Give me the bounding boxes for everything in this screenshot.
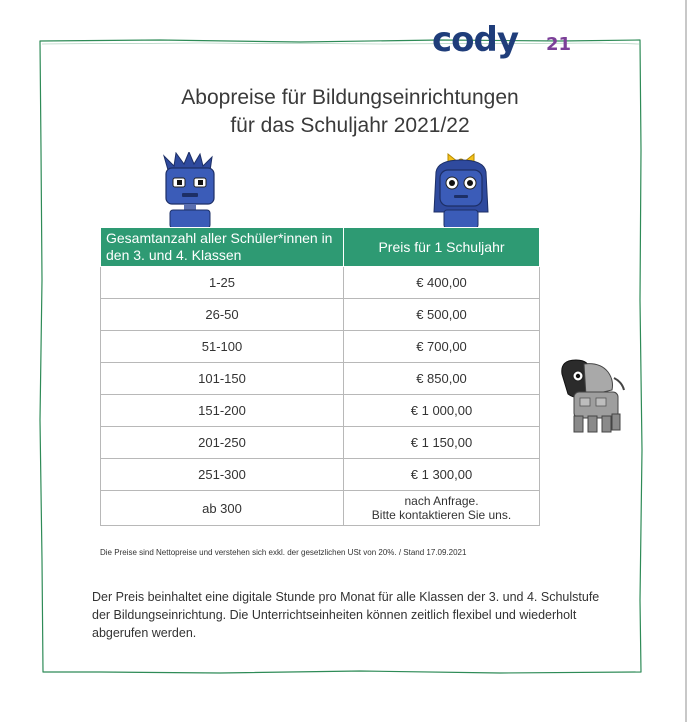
student-range: 26-50 [101, 299, 344, 331]
price-value: € 1 150,00 [344, 427, 540, 459]
price-value: € 700,00 [344, 331, 540, 363]
price-value: € 500,00 [344, 299, 540, 331]
header-price: Preis für 1 Schuljahr [344, 228, 540, 267]
cody21-logo [432, 20, 572, 60]
price-value: € 1 000,00 [344, 395, 540, 427]
description-paragraph: Der Preis beinhaltet eine digitale Stunde pro Monat für alle Klassen der 3. und 4. Schulstufe der Bildungseinrichtung. Die Unterrichtseinheiten können zeitlich flexibel und wiederholt abgerufen werden. [92, 590, 600, 640]
tax-footnote: Die Preise sind Nettopreise und verstehen sich exkl. der gesetzlichen USt von 20%. / Stand 17.09.2021 [100, 548, 467, 557]
price-on-request [344, 491, 540, 526]
table-row [101, 267, 540, 299]
price-value: € 400,00 [344, 267, 540, 299]
table-header-row [101, 228, 540, 267]
table-row [101, 331, 540, 363]
price-note-line-1: nach Anfrage. [404, 494, 479, 508]
student-range: 201-250 [101, 427, 344, 459]
table-row [101, 427, 540, 459]
student-range: 1-25 [101, 267, 344, 299]
student-range: 251-300 [101, 459, 344, 491]
title-line-2: für das Schuljahr 2021/22 [230, 114, 470, 137]
student-range: 101-150 [101, 363, 344, 395]
page-title [40, 84, 660, 140]
table-row-last [101, 491, 540, 526]
title-line-1: Abopreise für Bildungseinrichtungen [181, 86, 519, 109]
table-row [101, 363, 540, 395]
header-student-count: Gesamtanzahl aller Schüler*innen in den 3. und 4. Klassen [101, 228, 344, 267]
logo-number: 21 [546, 34, 572, 55]
price-note-line-2: Bitte kontaktieren Sie uns. [371, 508, 512, 522]
robot-dog-icon [556, 356, 630, 436]
logo-word: cody [432, 20, 519, 60]
robot-boy-icon [158, 152, 222, 228]
price-table [100, 227, 540, 526]
robot-girl-icon [428, 152, 494, 228]
table-row [101, 459, 540, 491]
table-row [101, 299, 540, 331]
price-value: € 850,00 [344, 363, 540, 395]
student-range: 51-100 [101, 331, 344, 363]
student-range: 151-200 [101, 395, 344, 427]
price-value: € 1 300,00 [344, 459, 540, 491]
table-row [101, 395, 540, 427]
student-range: ab 300 [101, 491, 344, 526]
